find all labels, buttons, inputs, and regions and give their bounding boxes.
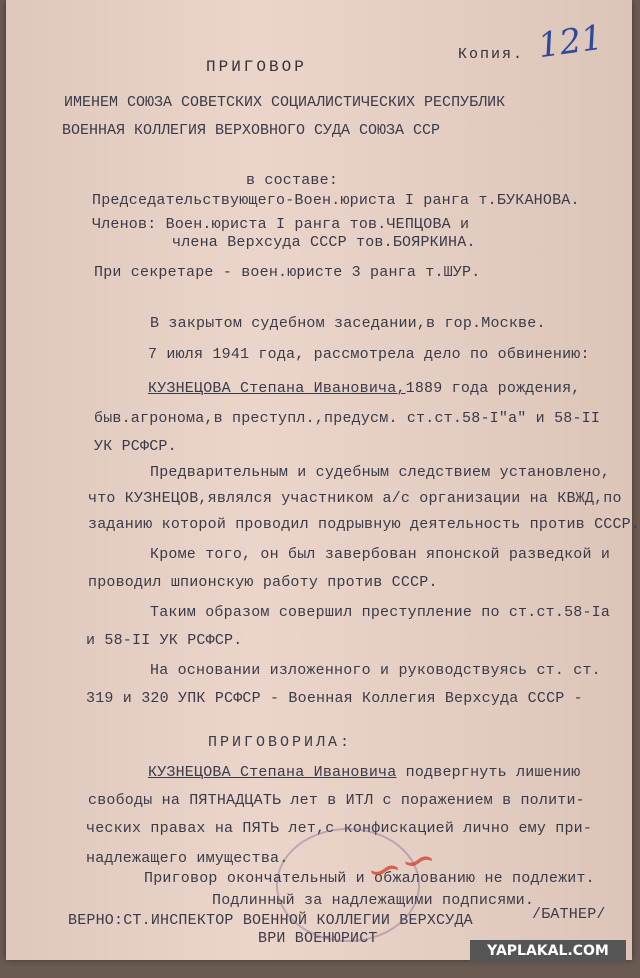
header-line-2: ВОЕННАЯ КОЛЛЕГИЯ ВЕРХОВНОГО СУДА СОЮЗА ССР — [62, 122, 441, 139]
body-p2-line-1: Предварительным и судебным следствием установлено, — [150, 464, 611, 481]
body-p1-line-4: быв.агронома,в преступл.,предусм. ст.ст.58-I"а" и 58-II — [94, 410, 601, 427]
document-title: ПРИГОВОР — [206, 58, 307, 76]
composition-chair: Председательствующего-Воен.юриста I ранга т.БУКАНОВА. — [92, 192, 580, 209]
verdict-line-6: Подлинный за надлежащими подписями. — [212, 892, 535, 909]
body-p4-line-2: и 58-II УК РСФСР. — [86, 632, 243, 649]
body-p1-line-5: УК РСФСР. — [94, 438, 177, 455]
body-p1-line-2: 7 июля 1941 года, рассмотрела дело по обвинению: — [148, 346, 590, 363]
body-p5-line-2: 319 и 320 УПК РСФСР - Военная Коллегия Верхсуда СССР - — [86, 690, 583, 707]
verdict-line-3: ческих правах на ПЯТЬ лет,с конфискацией лично ему при- — [86, 820, 593, 837]
verdict-line-8: ВРИ ВОЕНЮРИСТ — [258, 930, 378, 947]
composition-members-2: члена Верхсуда СССР тов.БОЯРКИНА. — [172, 234, 476, 251]
verdict-line-1: КУЗНЕЦОВА Степана Ивановича подвергнуть лишению — [148, 764, 581, 781]
verdict-defendant-name: КУЗНЕЦОВА Степана Ивановича — [148, 764, 397, 781]
body-p2-line-3: заданию которой проводил подрывную деятельность против СССР. — [88, 516, 640, 533]
body-p2-line-2: что КУЗНЕЦОВ,являлся участником а/с организации на КВЖД,по — [88, 490, 622, 507]
body-p5-line-1: На основании изложенного и руководствуясь ст. ст. — [150, 662, 601, 679]
defendant-name: КУЗНЕЦОВА Степана Ивановича, — [148, 380, 406, 397]
verdict-line-7: ВЕРНО:СТ.ИНСПЕКТОР ВОЕННОЙ КОЛЛЕГИИ ВЕРХСУДА — [68, 912, 473, 929]
body-p1-line-3: КУЗНЕЦОВА Степана Ивановича,1889 года рождения, — [148, 380, 581, 397]
document-page — [6, 0, 640, 960]
body-p3-line-2: проводил шпионскую работу против СССР. — [88, 574, 438, 591]
body-p4-line-1: Таким образом совершил преступление по ст.ст.58-Iа — [150, 604, 611, 621]
header-line-1: ИМЕНЕМ СОЮЗА СОВЕТСКИХ СОЦИАЛИСТИЧЕСКИХ РЕСПУБЛИК — [64, 94, 506, 111]
composition-secretary: При секретаре - воен.юристе 3 ранга т.ШУР. — [94, 264, 481, 281]
composition-members-1: Членов: Воен.юриста I ранга тов.ЧЕПЦОВА и — [92, 216, 470, 233]
verdict-signature-name: /БАТНЕР/ — [532, 906, 606, 923]
copy-label: Копия. — [458, 46, 525, 63]
verdict-line-5: Приговор окончательный и обжалованию не подлежит. — [144, 870, 595, 887]
verdict-line-2: свободы на ПЯТНАДЦАТЬ лет в ИТЛ с поражением в полити- — [88, 792, 585, 809]
watermark: YAPLAKAL.COM — [470, 940, 626, 962]
composition-heading: в составе: — [246, 172, 339, 189]
handwritten-page-number: 121 — [535, 17, 606, 67]
handwritten-signature: ∽∽ — [360, 831, 442, 898]
verdict-line-4: надлежащего имущества. — [86, 850, 289, 867]
body-p3-line-1: Кроме того, он был завербован японской разведкой и — [150, 546, 611, 563]
body-p1-line-1: В закрытом судебном заседании,в гор.Москве. — [150, 315, 546, 332]
verdict-heading: ПРИГОВОРИЛА: — [208, 734, 353, 751]
